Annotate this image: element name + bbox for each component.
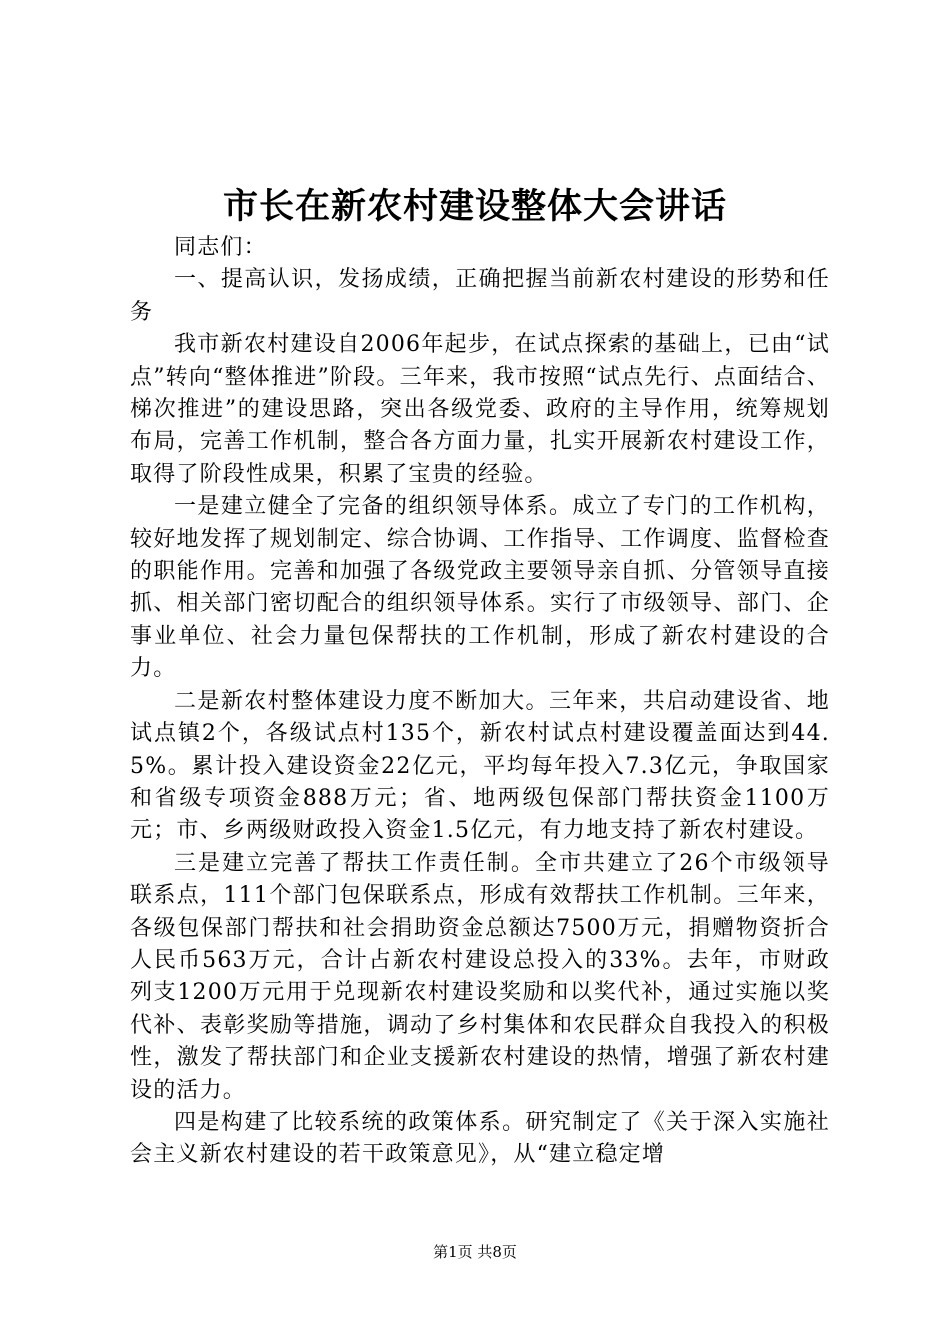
paragraph-point-3: 三是建立完善了帮扶工作责任制。全市共建立了26个市级领导联系点，111个部门包保联系点，形成有效帮扶工作机制。三年来，各级包保部门帮扶和社会捐助资金总额达7500万元，捐赠物资折合人民币563万元，合计占新农村建设总投入的33%。去年，市财政列支1200万元用于兑现新农村建设奖励和以奖代补，通过实施以奖代补、表彰奖励等措施，调动了乡村集体和农民群众自我投入的积极性，激发了帮扶部门和企业支援新农村建设的热情，增强了新农村建设的活力。 — [130, 850, 830, 1103]
paragraph-point-1: 一是建立健全了完备的组织领导体系。成立了专门的工作机构，较好地发挥了规划制定、综合协调、工作指导、工作调度、监督检查的职能作用。完善和加强了各级党政主要领导亲自抓、分管领导直接抓、相关部门密切配合的组织领导体系。实行了市级领导、部门、企事业单位、社会力量包保帮扶的工作机制，形成了新农村建设的合力。 — [130, 494, 830, 682]
paragraph-greeting: 同志们： — [174, 235, 267, 260]
paragraph-point-4: 四是构建了比较系统的政策体系。研究制定了《关于深入实施社会主义新农村建设的若干政策意见》，从“建立稳定增 — [130, 1109, 830, 1168]
page-footer: 第1页 共8页 — [433, 1243, 517, 1261]
paragraph-intro: 我市新农村建设自2006年起步，在试点探索的基础上，已由“试点”转向“整体推进”阶段。三年来，我市按照“试点先行、点面结合、梯次推进”的建设思路，突出各级党委、政府的主导作用，统筹规划布局，完善工作机制，整合各方面力量，扎实开展新农村建设工作，取得了阶段性成果，积累了宝贵的经验。 — [130, 332, 830, 487]
paragraph-point-2: 二是新农村整体建设力度不断加大。三年来，共启动建设省、地试点镇2个，各级试点村135个，新农村试点村建设覆盖面达到44.5%。累计投入建设资金22亿元，平均每年投入7.3亿元，争取国家和省级专项资金888万元；省、地两级包保部门帮扶资金1100万元；市、乡两级财政投入资金1.5亿元，有力地支持了新农村建设。 — [130, 688, 830, 844]
paragraph-section-heading: 一、提高认识，发扬成绩，正确把握当前新农村建设的形势和任务 — [130, 267, 830, 325]
document-body — [130, 232, 830, 1172]
document-title: 市长在新农村建设整体大会讲话 — [222, 187, 727, 227]
